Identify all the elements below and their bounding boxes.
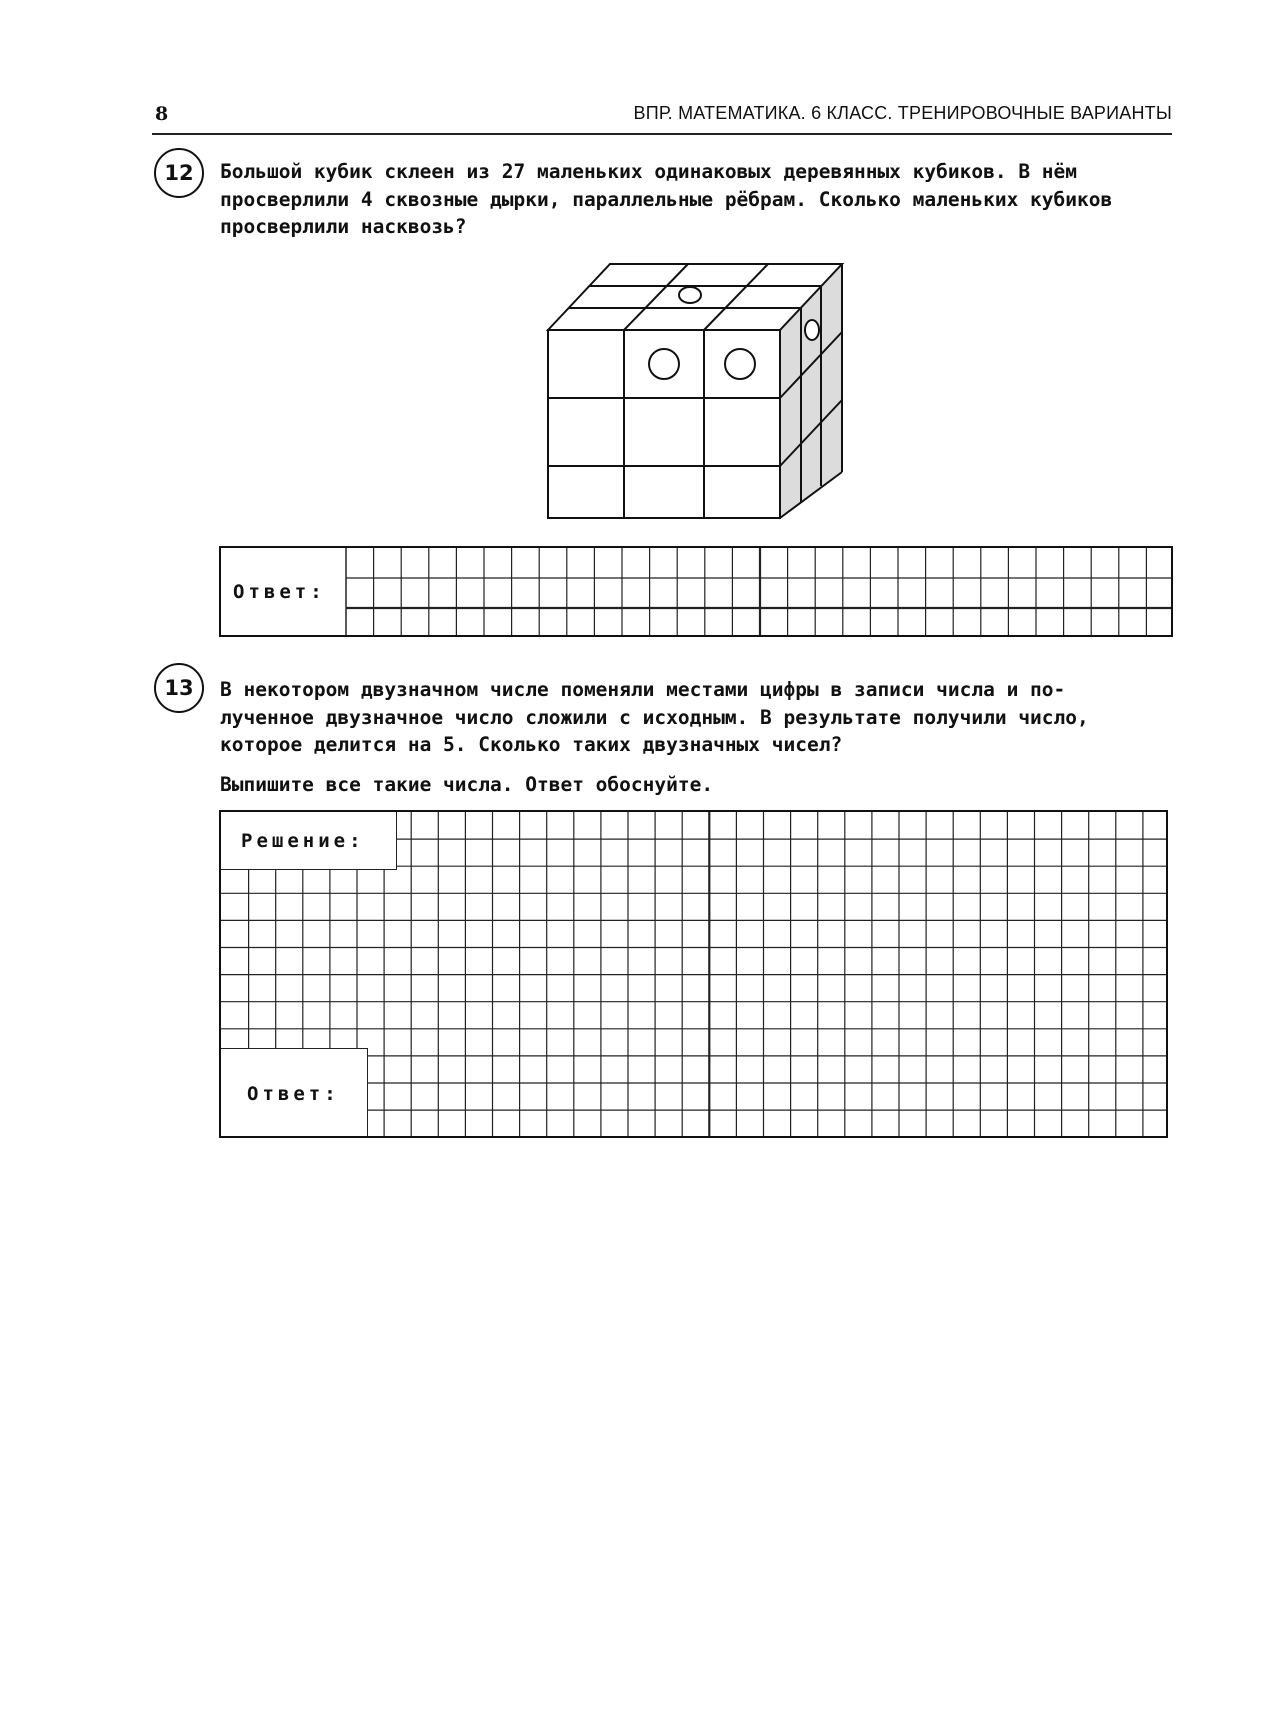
hole-top [679, 287, 701, 303]
task-12-line-2: просверлили 4 сквозные дырки, параллельные рёбрам. Сколько маленьких кубиков [220, 187, 1113, 211]
task-13-line-2: лученное двузначное число сложили с исходным. В результате получили число, [220, 705, 1089, 729]
task-13-solution-label: Решение: [221, 812, 397, 870]
task-12-number-badge [154, 148, 204, 198]
task-12-answer-grid[interactable] [221, 548, 1173, 637]
hole-front-left [649, 349, 679, 379]
header-rule [152, 133, 1172, 135]
task-13-text [220, 676, 1172, 759]
drilled-cube-figure [540, 258, 850, 526]
task-13-number: 13 [164, 676, 194, 700]
hole-side [805, 320, 819, 340]
task-13-line-3: которое делится на 5. Сколько таких двузначных чисел? [220, 733, 843, 756]
task-13-number-badge [154, 663, 204, 713]
task-12-answer-box [219, 546, 1173, 637]
task-12-number: 12 [164, 161, 194, 185]
page-number: 8 [155, 103, 169, 125]
task-13-solution-box [219, 810, 1168, 1138]
task-13-answer-label: Ответ: [221, 1048, 368, 1138]
task-12-line-1: Большой кубик склеен из 27 маленьких одинаковых деревянных кубиков. В нём [220, 160, 1078, 183]
task-12-text [220, 158, 1172, 241]
task-12-line-3: просверлили насквозь? [220, 215, 467, 238]
task-13-line-1: В некотором двузначном числе поменяли местами цифры в записи числа и по- [220, 678, 1066, 701]
task-12-answer-label: Ответ: [221, 548, 345, 635]
running-title: ВПР. МАТЕМАТИКА. 6 КЛАСС. ТРЕНИРОВОЧНЫЕ ВАРИАНТЫ [633, 103, 1172, 123]
task-13-instruction: Выпишите все такие числа. Ответ обоснуйте. [220, 773, 714, 796]
hole-front-right [725, 349, 755, 379]
